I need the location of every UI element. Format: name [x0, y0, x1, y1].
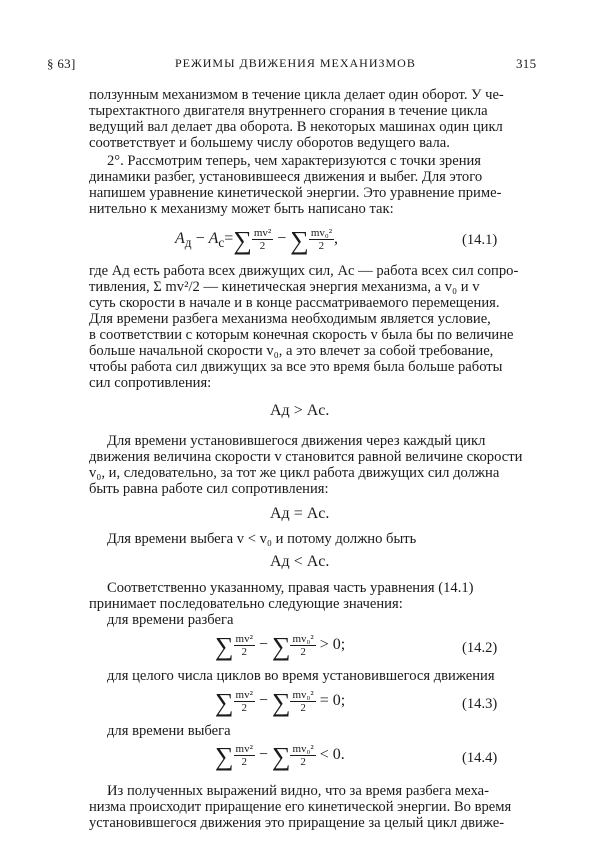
inequality-stop: Aд < Aс.: [270, 553, 330, 570]
inequality-start: Aд > Aс.: [270, 402, 330, 419]
text-line: для времени разбега: [107, 612, 234, 628]
text-line: чтобы работа сил движущих за все это время была больше работы: [89, 359, 503, 375]
running-title: РЕЖИМЫ ДВИЖЕНИЯ МЕХАНИЗМОВ: [175, 56, 416, 70]
equation-14-4: ∑ $\frac{\text{mv²}}{2}$ − ∑ $\frac{\text{mv₀²}}{2}$ < 0.: [215, 742, 345, 771]
text-line: Соответственно указанному, правая часть уравнения (14.1): [107, 580, 474, 596]
page-number: 315: [516, 56, 537, 71]
text-line: для времени выбега: [107, 723, 231, 739]
text-line: тивления, Σ mv²/2 — кинетическая энергия механизма, а v₀ и v: [89, 279, 480, 295]
equation-number: (14.1): [462, 232, 498, 248]
equation-number: (14.4): [462, 750, 498, 766]
text-line: больше начальной скорости v₀, а это влечет за собой требование,: [89, 343, 494, 359]
equality-steady: Aд = Aс.: [270, 505, 330, 522]
text-line: напишем уравнение кинетической энергии. Это уравнение приме-: [89, 185, 502, 201]
text-line: суть скорости в начале и в конце рассматриваемого перемещения.: [89, 295, 500, 311]
text-line: быть равна работе сил сопротивления:: [89, 481, 329, 497]
text-line: ползунным механизмом в течение цикла делает один оборот. У че-: [89, 87, 504, 103]
text-line: ведущий вал делает два оборота. В некоторых машинах один цикл: [89, 119, 503, 135]
equation-number: (14.2): [462, 640, 498, 656]
section-marker: § 63]: [47, 56, 76, 71]
text-line: соответствует и большему числу оборотов ведущего вала.: [89, 135, 450, 151]
equation-14-1: $A_д - A_с=\sum$ $\frac{\text{mv²}}{2}$ − ∑ $\frac{\text{mv₀²}}{2}$ ,: [175, 226, 339, 255]
text-line: для целого числа циклов во время установившегося движения: [107, 668, 495, 684]
equation-14-3: ∑ $\frac{\text{mv²}}{2}$ − ∑ $\frac{\text{mv₀²}}{2}$ = 0;: [215, 688, 346, 717]
text-line: Для времени разбега механизма необходимым является условие,: [89, 311, 491, 327]
text-line: Для времени установившегося движения через каждый цикл: [107, 433, 486, 449]
text-line: тырехтактного двигателя внутреннего сгорания в течение цикла: [89, 103, 488, 119]
text-line: установившегося движения это приращение за целый цикл движе-: [89, 815, 505, 831]
text-line: динамики разбег, установившееся движения и выбег. Для этого: [89, 169, 483, 185]
text-line: движения величина скорости v становится равной величине скорости: [89, 449, 523, 465]
text-line: где Aд есть работа всех движущих сил, Aс — работа всех сил сопро-: [89, 263, 519, 279]
text-line: нительно к механизму может быть написано так:: [89, 201, 394, 217]
text-line: v₀, и, следовательно, за тот же цикл работа движущих сил должна: [89, 465, 500, 481]
text-line: принимает последовательно следующие значения:: [89, 596, 403, 612]
text-line: 2°. Рассмотрим теперь, чем характеризуются с точки зрения: [107, 153, 482, 169]
text-line: Для времени выбега v < v₀ и потому должно быть: [107, 531, 417, 547]
text-line: низма происходит приращение его кинетической энергии. Во время: [89, 799, 512, 815]
equation-14-2: ∑ $\frac{\text{mv²}}{2}$ − ∑ $\frac{\text{mv₀²}}{2}$ > 0;: [215, 632, 346, 661]
text-line: в соответствии с которым конечная скорость v была бы по величине: [89, 327, 514, 343]
text-line: Из полученных выражений видно, что за время разбега меха-: [107, 783, 490, 799]
text-line: сил сопротивления:: [89, 375, 212, 391]
equation-number: (14.3): [462, 696, 498, 712]
